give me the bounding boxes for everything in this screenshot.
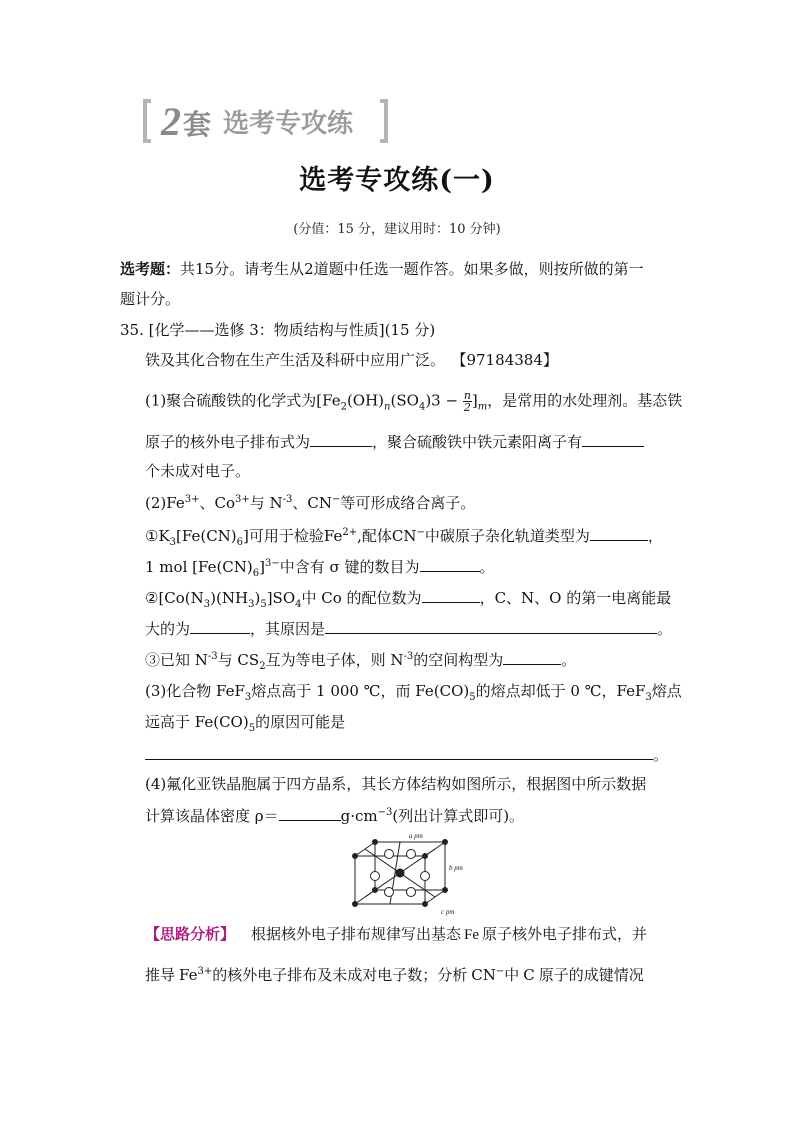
figure-label-a: a pm: [409, 832, 423, 840]
part2-q2-line-2: 大的为 ，其原因是 。: [145, 620, 673, 638]
answer-blank[interactable]: [420, 556, 480, 572]
part4-line-1: (4)氟化亚铁晶胞属于四方晶系，其长方体结构如图所示，根据图中所示数据: [145, 775, 647, 793]
figure-label-b: b pm: [449, 864, 463, 872]
part2-heading: $(2)Fe^{3+}$、$Co^{3+}$与 $N^{-3}$、CN−等可形成络合离子。: [145, 494, 476, 512]
page-title: 选考专攻练(一): [299, 165, 495, 196]
question-heading: 35. [化学——选修 3：物质结构与性质](15 分): [120, 321, 436, 339]
part2-q1-line-2: 1 mol $[Fe(CN)_6]^{3-}$中含有 σ 键的数目为 。: [145, 558, 495, 579]
crystal-cell-figure: [345, 832, 475, 918]
part3-line-1: (3)化合物 FeF$_3$熔点高于 1 000 ℃，而 $Fe(CO)_5$的熔点却低于 0 ℃，FeF$_3$熔点: [145, 682, 682, 703]
logo-char: 套: [183, 108, 212, 141]
part3-line-2: 远高于 $Fe(CO)_5$的原因可能是: [145, 713, 346, 734]
logo-text: 选考专攻练: [223, 109, 354, 139]
figure-label-c: c pm: [441, 908, 455, 916]
answer-blank[interactable]: [582, 431, 644, 447]
answer-blank[interactable]: [590, 525, 648, 541]
part2-q2-line-1: $②[Co(N_3)(NH_3)_5]SO_4$中 Co 的配位数为 ，C、N、O 的第一电离能最: [145, 589, 672, 610]
analysis-line-1: 【思路分析】 根据核外电子排布规律写出基态 Fe 原子核外电子排布式，并: [145, 925, 648, 943]
intro-line-2: 题计分。: [120, 290, 181, 308]
logo-number: 2: [161, 99, 181, 144]
answer-blank[interactable]: [310, 431, 372, 447]
answer-blank[interactable]: [422, 587, 480, 603]
answer-blank[interactable]: [279, 805, 341, 821]
section-logo: [143, 97, 388, 145]
analysis-line-2: 推导 $Fe^{3+}$的核外电子排布及未成对电子数；分析 CN−中 C 原子的成键情况: [145, 966, 644, 984]
part1-line-3: 个未成对电子。: [145, 462, 251, 480]
question-code: 【97184384】: [459, 351, 558, 369]
part4-line-2: 计算该晶体密度 $\rho= g\cdot cm^{-3}$(列出计算式即可)。: [145, 807, 525, 825]
answer-blank[interactable]: [190, 618, 250, 634]
part1-line-1: (1)聚合硫酸铁的化学式为[$Fe_2(OH)_n(SO_4)3$ − $\frac{n}{2}$ ]$_m$，是常用的水处理剂。基态铁: [145, 389, 683, 414]
answer-blank-long[interactable]: [145, 744, 653, 760]
score-time-info: (分值：15 分，建议用时：10 分钟): [293, 222, 501, 237]
part2-q1-line-1: $①K_3[Fe(CN)_6]$可用于检验$Fe^{2+}$,配体CN−中碳原子杂化轨道类型为 ，: [145, 527, 663, 548]
part3-line-3: 。: [145, 744, 668, 765]
question-stem: 铁及其化合物在生产生活及科研中应用广泛。 【97184384】: [145, 351, 558, 369]
fraction-n-over-2: $\frac{n}{2}$: [463, 389, 471, 414]
answer-blank-long[interactable]: [325, 618, 657, 634]
intro-line-1: 选考题：共15分。请考生从2道题中任选一题作答。如果多做，则按所做的第一: [120, 260, 644, 278]
part2-q3: ③已知 $N^{-3}$与 $CS_2$互为等电子体，则 $N^{-3}$的空间构型为 。: [145, 651, 577, 672]
analysis-tag: 【思路分析】: [145, 925, 236, 943]
intro-label: 选考题：: [120, 260, 181, 278]
answer-blank[interactable]: [503, 649, 561, 665]
part1-line-2: 原子的核外电子排布式为 ，聚合硫酸铁中铁元素阳离子有: [145, 431, 644, 452]
